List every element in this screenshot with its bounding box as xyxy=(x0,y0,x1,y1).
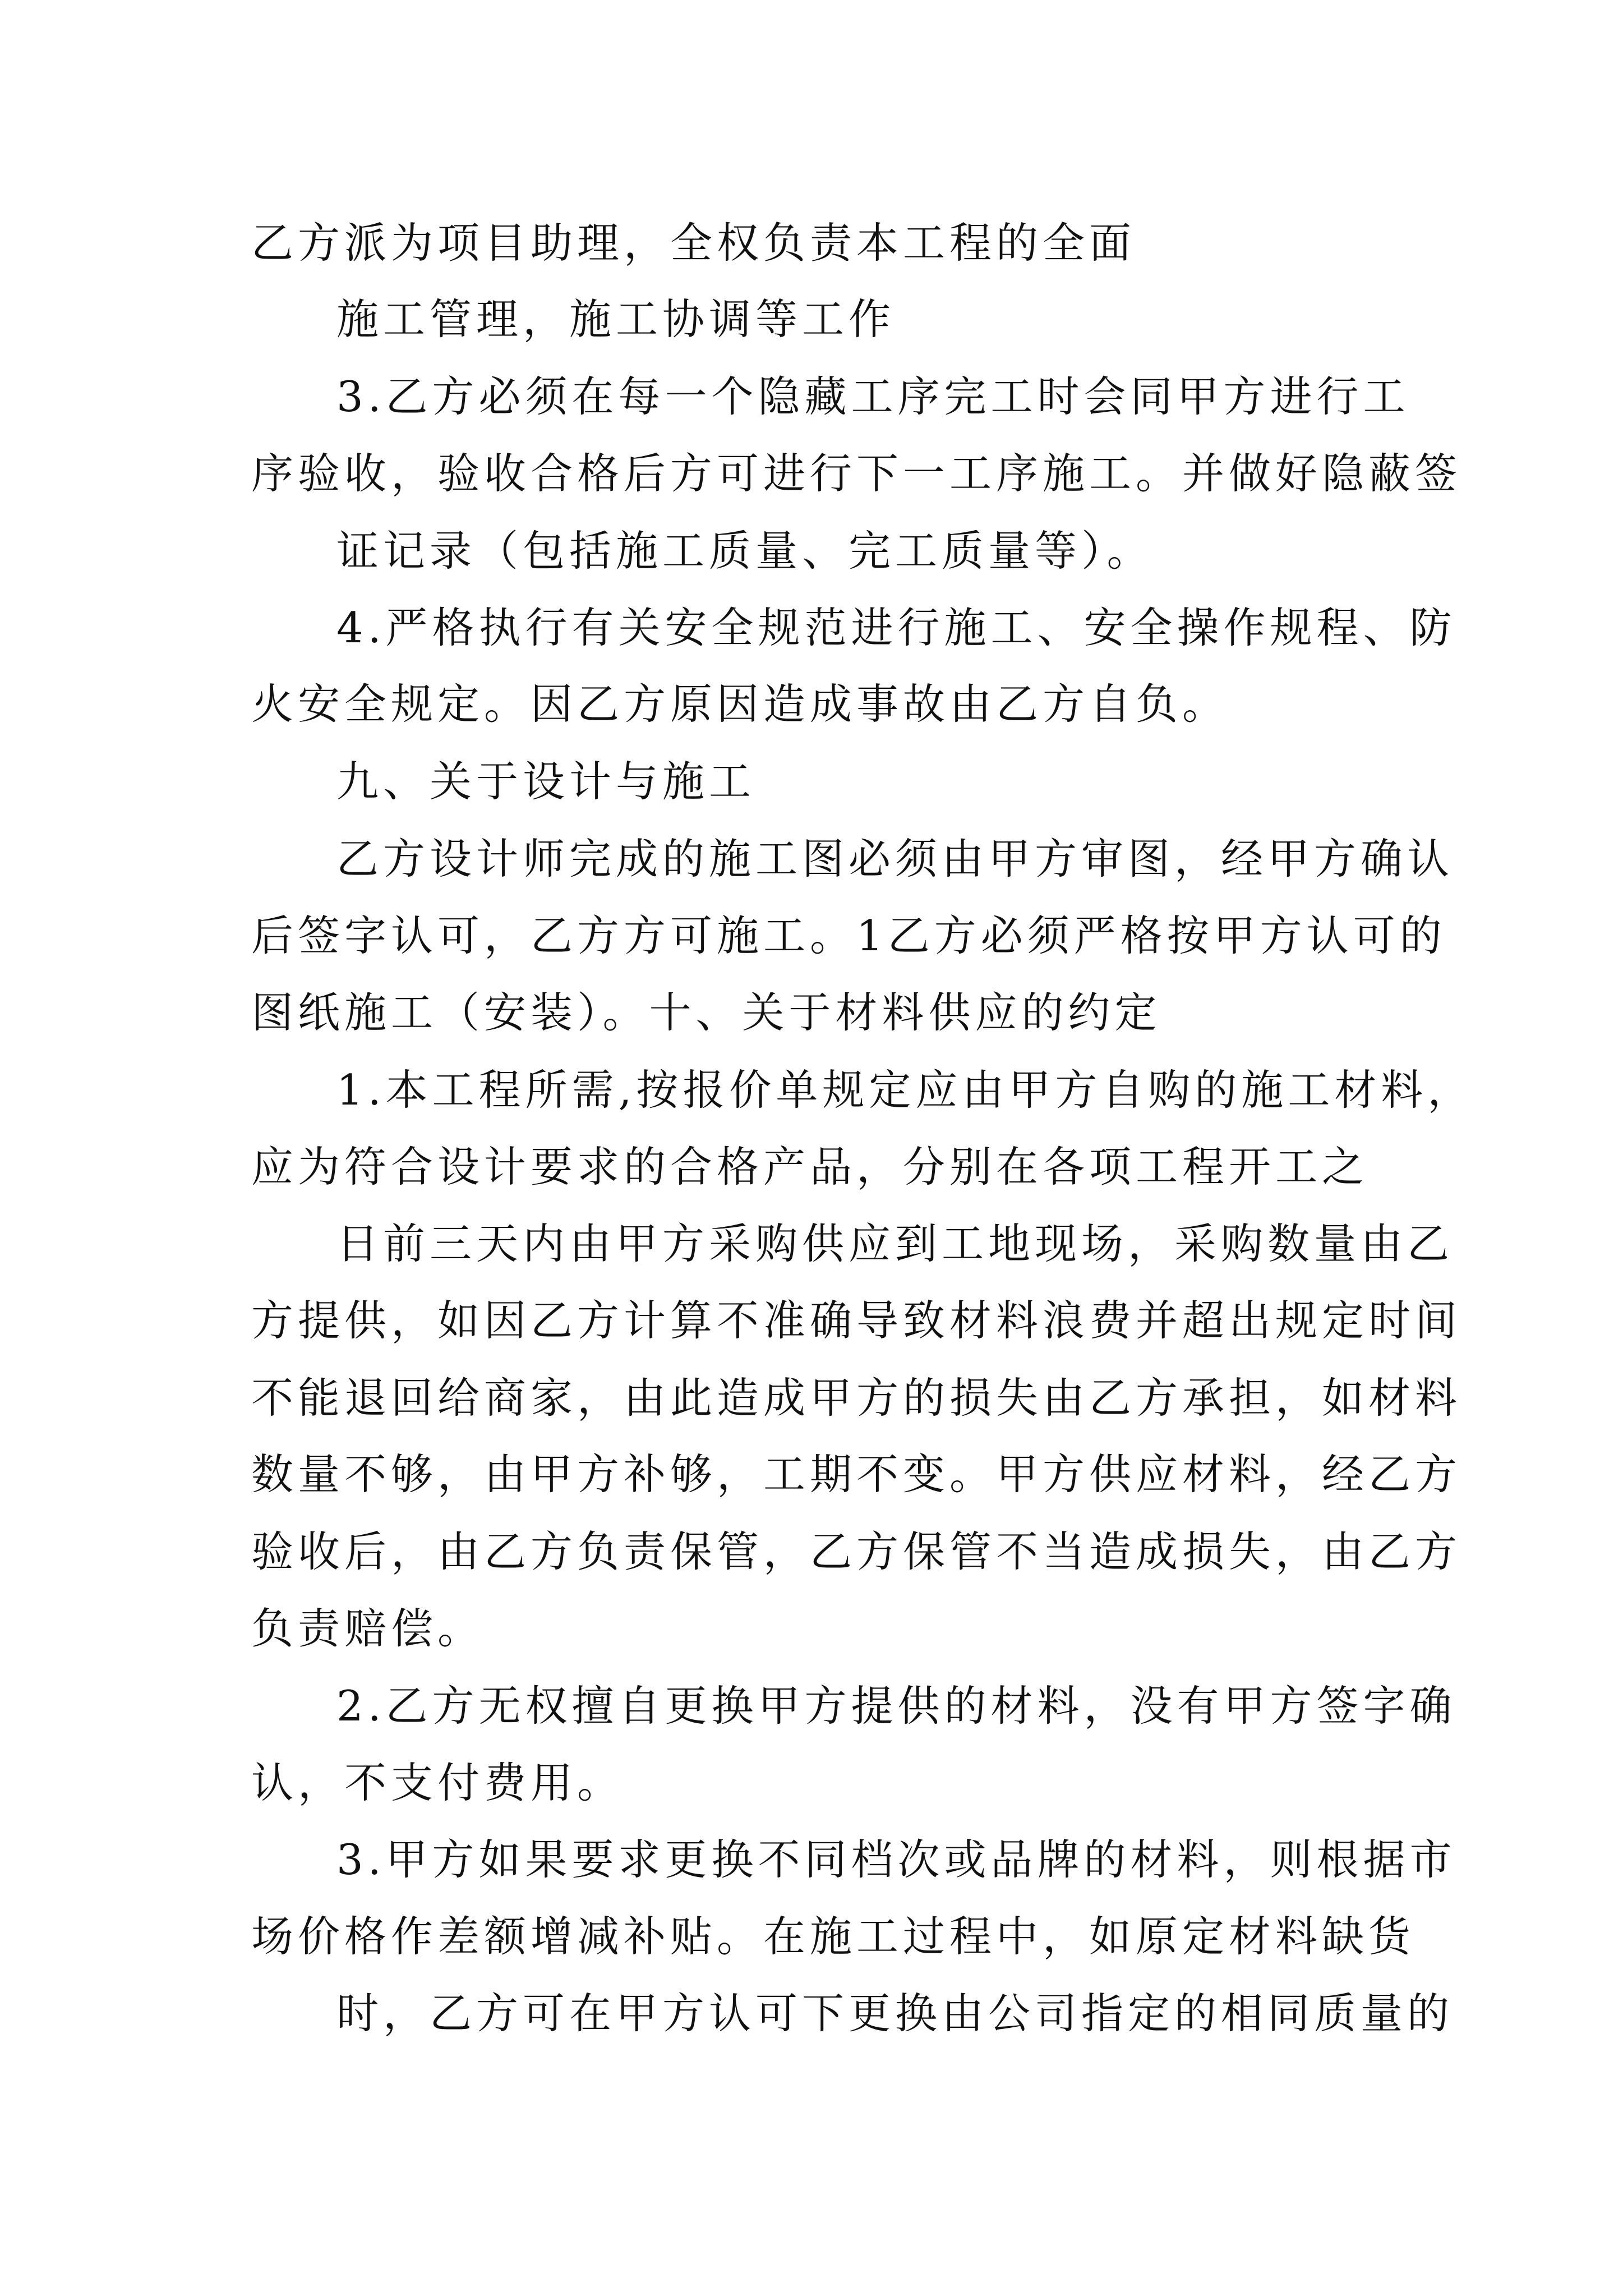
text-line: 不能退回给商家，由此造成甲方的损失由乙方承担，如材料 xyxy=(251,1373,1462,1423)
text-line: 日前三天内由甲方采购供应到工地现场，采购数量由乙 xyxy=(336,1219,1454,1268)
text-line: 应为符合设计要求的合格产品，分别在各项工程开工之 xyxy=(251,1142,1369,1191)
text-line: 序验收，验收合格后方可进行下一工序施工。并做好隐蔽签 xyxy=(251,449,1462,498)
text-line: 数量不够，由甲方补够，工期不变。甲方供应材料，经乙方 xyxy=(251,1450,1462,1499)
text-line: 3.甲方如果要求更换不同档次或品牌的材料，则根据市 xyxy=(336,1835,1456,1884)
text-line: 证记录（包括施工质量、完工质量等）。 xyxy=(336,526,1154,576)
text-line: 3.乙方必须在每一个隐藏工序完工时会同甲方进行工 xyxy=(336,372,1410,421)
section-heading: 九、关于设计与施工 xyxy=(336,757,756,806)
text-line: 图纸施工（安装）。十、关于材料供应的约定 xyxy=(251,988,1161,1037)
text-line: 认，不支付费用。 xyxy=(251,1758,624,1807)
text-line: 后签字认可，乙方方可施工。1乙方必须严格按甲方认可的 xyxy=(251,911,1446,960)
text-line: 验收后，由乙方负责保管，乙方保管不当造成损失，由乙方 xyxy=(251,1527,1462,1576)
text-line: 2.乙方无权擅自更换甲方提供的材料，没有甲方签字确 xyxy=(336,1681,1456,1731)
text-line: 场价格作差额增减补贴。在施工过程中，如原定材料缺货 xyxy=(251,1912,1415,1961)
text-line: 负责赔偿。 xyxy=(251,1604,485,1653)
text-line: 火安全规定。因乙方原因造成事故由乙方自负。 xyxy=(251,679,1229,729)
text-line: 4.严格执行有关安全规范进行施工、安全操作规程、防 xyxy=(336,603,1456,652)
text-line: 施工管理，施工协调等工作 xyxy=(336,295,896,344)
text-line: 乙方派为项目助理，全权负责本工程的全面 xyxy=(251,218,1136,268)
text-line: 方提供，如因乙方计算不准确导致材料浪费并超出规定时间 xyxy=(251,1296,1462,1345)
text-line: 时，乙方可在甲方认可下更换由公司指定的相同质量的 xyxy=(336,1989,1454,2038)
text-line: 1.本工程所需,按报价单规定应由甲方自购的施工材料， xyxy=(336,1065,1474,1115)
text-line: 乙方设计师完成的施工图必须由甲方审图，经甲方确认 xyxy=(336,834,1454,884)
